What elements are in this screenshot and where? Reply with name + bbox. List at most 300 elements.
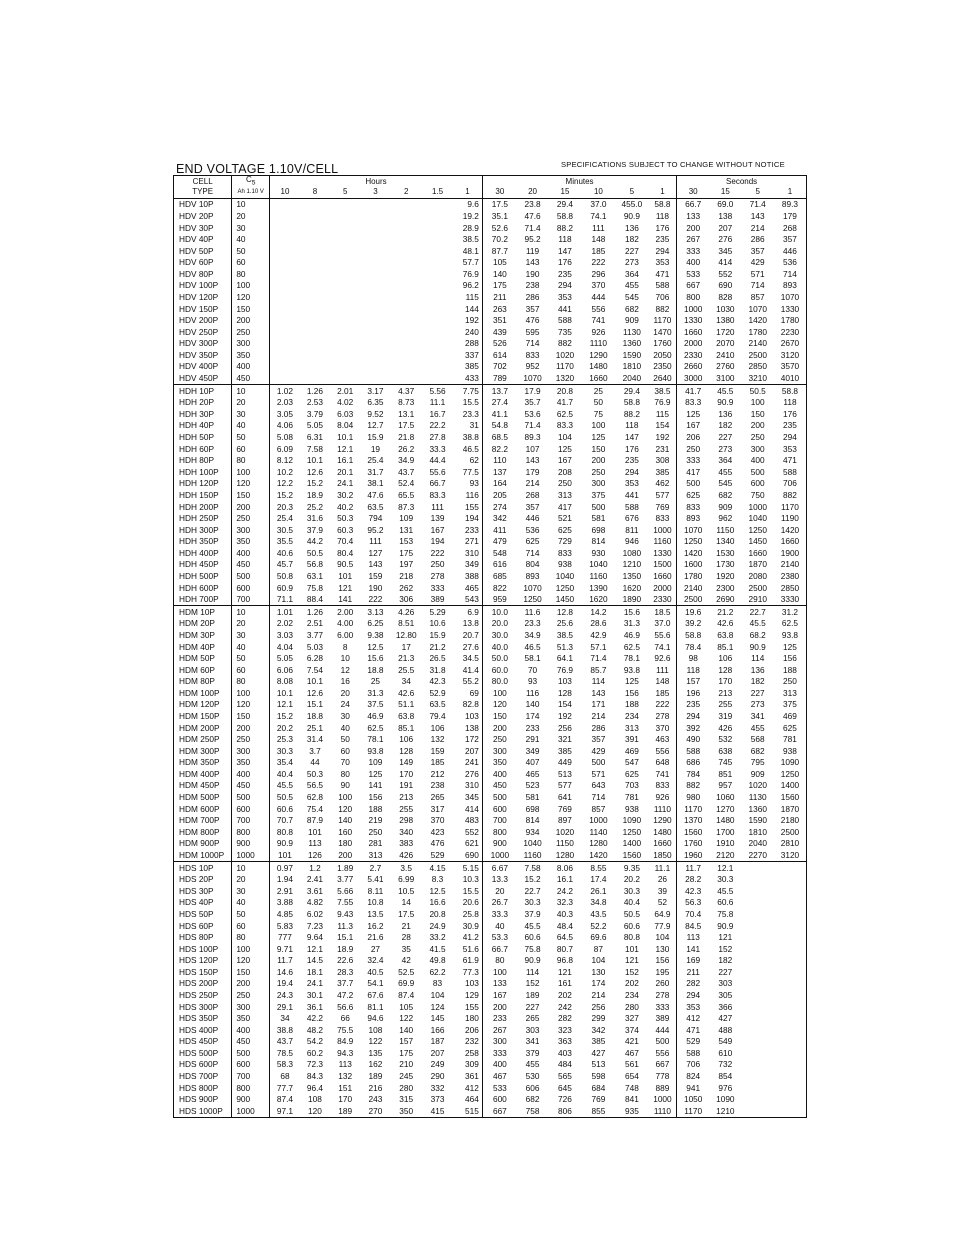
minutes-value: 29.4 bbox=[548, 198, 581, 210]
hours-value: 24 bbox=[340, 699, 350, 710]
seconds-value bbox=[742, 1024, 774, 1036]
hours-value: 6.09 bbox=[270, 443, 300, 455]
hours-value: 140 bbox=[338, 815, 353, 826]
minutes-value: 379 bbox=[525, 1047, 540, 1058]
minutes-value: 1320 bbox=[555, 373, 575, 384]
minutes-value: 60.6 bbox=[623, 920, 640, 931]
seconds-value: 83.3 bbox=[677, 397, 709, 409]
seconds-value: 1050 bbox=[677, 1094, 709, 1106]
capacity-value: 350 bbox=[232, 349, 270, 361]
capacity-value: 300 bbox=[232, 338, 270, 350]
hours-value: 6.99 bbox=[398, 874, 415, 885]
seconds-value: 2500 bbox=[748, 349, 767, 360]
seconds-value bbox=[774, 920, 807, 932]
minutes-value: 118 bbox=[558, 234, 572, 245]
minutes-value: 188 bbox=[624, 699, 639, 710]
seconds-value bbox=[774, 1001, 807, 1013]
hours-value: 207 bbox=[430, 1047, 445, 1058]
hours-value: 60.3 bbox=[337, 524, 354, 535]
minutes-value: 189 bbox=[525, 989, 540, 1000]
minutes-value: 391 bbox=[624, 734, 639, 745]
seconds-value: 227 bbox=[718, 966, 733, 977]
hours-value: 24.1 bbox=[306, 978, 324, 989]
capacity-value: 10 bbox=[232, 861, 270, 873]
minutes-value: 1210 bbox=[622, 559, 642, 570]
hours-value: 483 bbox=[465, 815, 479, 826]
minutes-value: 548 bbox=[482, 547, 517, 559]
minutes-value: 71.4 bbox=[524, 222, 541, 233]
seconds-value: 471 bbox=[677, 1024, 709, 1036]
hours-value: 28.9 bbox=[462, 222, 479, 233]
capacity-value: 300 bbox=[232, 1001, 270, 1013]
capacity-value: 1000 bbox=[232, 849, 270, 861]
capacity-value: 30 bbox=[232, 408, 270, 420]
seconds-value bbox=[774, 1070, 807, 1082]
minutes-value: 417 bbox=[558, 501, 572, 512]
hours-value: 188 bbox=[368, 803, 383, 814]
capacity-value: 400 bbox=[232, 1024, 270, 1036]
cell-type: HDS 150P bbox=[174, 966, 232, 978]
hours-value bbox=[360, 257, 390, 269]
hours-value: 17.5 bbox=[398, 420, 415, 431]
seconds-value: 429 bbox=[750, 257, 765, 268]
minutes-value: 1890 bbox=[622, 594, 642, 605]
cell-type: HDM 150P bbox=[174, 710, 232, 722]
cell-type: HDV 20P bbox=[174, 210, 232, 222]
hours-value: 125 bbox=[368, 768, 383, 779]
minutes-value: 342 bbox=[591, 1024, 606, 1035]
seconds-value: 2140 bbox=[748, 338, 767, 349]
seconds-value: 1760 bbox=[677, 838, 709, 850]
hours-value: 65.5 bbox=[398, 489, 415, 500]
table-row bbox=[174, 489, 807, 501]
table-row bbox=[174, 943, 807, 955]
hours-value: 143 bbox=[368, 559, 383, 570]
capacity-value: 10 bbox=[232, 198, 270, 210]
hours-value: 7.23 bbox=[306, 920, 324, 931]
hours-value: 31.4 bbox=[306, 734, 324, 745]
minutes-value: 147 bbox=[558, 245, 572, 256]
seconds-value: 1730 bbox=[716, 559, 735, 570]
hours-value: 310 bbox=[465, 780, 479, 791]
hours-value bbox=[330, 257, 360, 269]
hours-value bbox=[300, 268, 330, 280]
hours-value: 80.8 bbox=[270, 826, 300, 838]
hours-value: 313 bbox=[368, 849, 383, 860]
hours-value bbox=[391, 326, 422, 338]
capacity-value: 20 bbox=[232, 874, 270, 886]
seconds-value: 235 bbox=[774, 420, 807, 432]
hours-value: 414 bbox=[465, 803, 479, 814]
minutes-value: 100 bbox=[482, 687, 517, 699]
minutes-value: 385 bbox=[558, 745, 572, 756]
minutes-value: 571 bbox=[591, 768, 606, 779]
minutes-value: 556 bbox=[655, 745, 670, 756]
hours-value: 175 bbox=[399, 547, 414, 558]
hours-value bbox=[300, 222, 330, 234]
minutes-value: 294 bbox=[624, 466, 639, 477]
hours-value: 129 bbox=[465, 989, 479, 1000]
hours-value: 9.71 bbox=[270, 943, 300, 955]
table-row bbox=[174, 931, 807, 943]
minutes-value: 233 bbox=[525, 722, 540, 733]
hours-value bbox=[330, 268, 360, 280]
hours-value: 426 bbox=[399, 849, 414, 860]
minutes-value: 235 bbox=[624, 455, 639, 466]
seconds-value: 490 bbox=[677, 734, 709, 746]
seconds-value: 882 bbox=[774, 489, 807, 501]
hours-value: 20.8 bbox=[429, 908, 446, 919]
hours-value bbox=[330, 326, 360, 338]
hours-value: 88.4 bbox=[306, 594, 324, 605]
hours-value: 55.6 bbox=[429, 466, 446, 477]
minutes-value: 23.8 bbox=[517, 198, 548, 210]
minutes-value: 76.9 bbox=[556, 664, 574, 675]
cell-type: HDS 200P bbox=[174, 978, 232, 990]
seconds-value: 333 bbox=[677, 455, 709, 467]
cell-type: HDH 150P bbox=[174, 489, 232, 501]
minutes-value: 148 bbox=[655, 676, 670, 687]
hours-value bbox=[270, 280, 300, 292]
minutes-value: 1810 bbox=[622, 361, 642, 372]
hours-value: 15.5 bbox=[462, 885, 479, 896]
minutes-value: 614 bbox=[482, 349, 517, 361]
cell-type: HDV 400P bbox=[174, 361, 232, 373]
cell-type: HDS 30P bbox=[174, 885, 232, 897]
minutes-value: 349 bbox=[525, 745, 540, 756]
hours-value: 9.64 bbox=[306, 932, 324, 943]
seconds-value: 206 bbox=[677, 431, 709, 443]
minutes-value: 353 bbox=[624, 478, 639, 489]
hours-value: 16 bbox=[340, 676, 350, 687]
minutes-value: 341 bbox=[525, 1036, 540, 1047]
minutes-value: 595 bbox=[525, 326, 540, 337]
hours-value: 280 bbox=[399, 1082, 414, 1093]
minutes-value: 26 bbox=[657, 874, 668, 885]
header-row-groups bbox=[174, 176, 807, 188]
hours-value bbox=[391, 280, 422, 292]
capacity-value: 250 bbox=[232, 326, 270, 338]
hours-value: 52.4 bbox=[398, 478, 415, 489]
hours-value: 621 bbox=[465, 838, 479, 849]
minutes-value: 1660 bbox=[653, 838, 672, 849]
seconds-value: 2120 bbox=[716, 849, 735, 860]
hours-value: 255 bbox=[399, 803, 414, 814]
hour-col-header: 10 bbox=[270, 187, 300, 198]
hours-value: 96.4 bbox=[306, 1082, 324, 1093]
hours-value: 216 bbox=[368, 1082, 383, 1093]
table-row bbox=[174, 280, 807, 292]
seconds-value: 2500 bbox=[677, 594, 709, 606]
hours-value: 7.55 bbox=[337, 897, 354, 908]
seconds-value: 2300 bbox=[716, 582, 735, 593]
seconds-value: 2690 bbox=[716, 594, 735, 605]
cell-type: HDM 350P bbox=[174, 757, 232, 769]
minutes-value: 353 bbox=[655, 257, 670, 268]
hours-value: 22.2 bbox=[429, 420, 446, 431]
capacity-value: 30 bbox=[232, 222, 270, 234]
cell-type: HDH 20P bbox=[174, 397, 232, 409]
hours-value: 40.2 bbox=[337, 501, 354, 512]
seconds-value: 1420 bbox=[677, 547, 709, 559]
seconds-value: 857 bbox=[750, 292, 765, 303]
table-row bbox=[174, 303, 807, 315]
hours-value bbox=[330, 372, 360, 384]
seconds-value: 1400 bbox=[774, 780, 807, 792]
hours-value: 44.2 bbox=[306, 536, 324, 547]
hours-value: 15.2 bbox=[306, 478, 324, 489]
minutes-value: 403 bbox=[558, 1047, 572, 1058]
capacity-value: 400 bbox=[232, 547, 270, 559]
hours-value: 87.3 bbox=[398, 501, 415, 512]
seconds-value: 1070 bbox=[774, 291, 807, 303]
capacity-value: 500 bbox=[232, 1047, 270, 1059]
minutes-value: 513 bbox=[591, 1059, 606, 1070]
minutes-value: 645 bbox=[558, 1082, 572, 1093]
minutes-value: 1470 bbox=[653, 326, 672, 337]
minutes-value: 140 bbox=[525, 699, 540, 710]
table-row bbox=[174, 908, 807, 920]
hours-value: 72.3 bbox=[306, 1059, 324, 1070]
minutes-value: 300 bbox=[482, 1036, 517, 1048]
seconds-value: 455 bbox=[718, 466, 733, 477]
hours-value: 103 bbox=[465, 711, 479, 722]
minutes-value: 1400 bbox=[622, 838, 642, 849]
hours-value: 14 bbox=[401, 897, 411, 908]
minutes-value: 182 bbox=[624, 234, 639, 245]
seconds-value: 851 bbox=[718, 768, 733, 779]
minutes-value: 1590 bbox=[622, 349, 642, 360]
seconds-value: 30.3 bbox=[717, 874, 734, 885]
seconds-value bbox=[742, 1059, 774, 1071]
hours-value: 38.8 bbox=[462, 432, 479, 443]
seconds-value: 28.2 bbox=[677, 874, 709, 886]
hours-value: 17.5 bbox=[398, 908, 415, 919]
seconds-value: 938 bbox=[774, 745, 807, 757]
minutes-value: 70.2 bbox=[482, 233, 517, 245]
cell-type: HDV 350P bbox=[174, 349, 232, 361]
minutes-value: 523 bbox=[525, 780, 540, 791]
capacity-value: 80 bbox=[232, 455, 270, 467]
hours-value: 29.1 bbox=[270, 1001, 300, 1013]
hours-value: 385 bbox=[465, 361, 479, 372]
hours-value: 238 bbox=[430, 780, 445, 791]
capacity-value: 900 bbox=[232, 1094, 270, 1106]
hours-value: 111 bbox=[369, 536, 382, 547]
hours-value: 170 bbox=[338, 1094, 353, 1105]
minutes-value: 833 bbox=[525, 349, 540, 360]
minutes-value: 536 bbox=[525, 524, 540, 535]
minutes-value: 33.3 bbox=[482, 908, 517, 920]
hours-value: 5.03 bbox=[306, 641, 324, 652]
minutes-value: 300 bbox=[482, 745, 517, 757]
hours-value: 15.5 bbox=[462, 397, 479, 408]
hours-value: 465 bbox=[465, 582, 479, 593]
seconds-value: 90.9 bbox=[717, 920, 734, 931]
minute-col-header: 30 bbox=[482, 187, 517, 198]
seconds-value bbox=[742, 1094, 774, 1106]
hours-value: 6.35 bbox=[367, 397, 384, 408]
seconds-value: 305 bbox=[718, 989, 733, 1000]
minutes-value: 90.9 bbox=[524, 955, 541, 966]
minutes-value: 20.2 bbox=[623, 874, 640, 885]
minutes-value: 40 bbox=[482, 920, 517, 932]
table-row bbox=[174, 641, 807, 653]
capacity-value: 60 bbox=[232, 920, 270, 932]
hours-value: 80 bbox=[340, 768, 350, 779]
seconds-value: 610 bbox=[718, 1047, 733, 1058]
hours-value bbox=[422, 210, 453, 222]
minutes-value: 804 bbox=[525, 559, 540, 570]
cell-type: HDH 10P bbox=[174, 385, 232, 397]
hours-value: 388 bbox=[465, 570, 479, 581]
hours-value: 4.15 bbox=[422, 861, 453, 873]
seconds-value: 682 bbox=[718, 489, 733, 500]
capacity-value: 400 bbox=[232, 768, 270, 780]
minutes-value: 13.7 bbox=[482, 385, 517, 397]
hours-value bbox=[270, 326, 300, 338]
hours-value: 8.08 bbox=[270, 676, 300, 688]
seconds-value bbox=[742, 1082, 774, 1094]
minutes-value: 40.0 bbox=[482, 641, 517, 653]
hours-value: 70 bbox=[340, 757, 350, 768]
hours-value bbox=[391, 198, 422, 210]
hours-value: 794 bbox=[368, 513, 383, 524]
hours-value: 30.2 bbox=[337, 489, 354, 500]
hours-value: 25.4 bbox=[367, 455, 384, 466]
hours-value bbox=[360, 198, 390, 210]
table-row bbox=[174, 861, 807, 873]
hours-value: 26.5 bbox=[429, 653, 446, 664]
seconds-value: 400 bbox=[750, 455, 765, 466]
seconds-value: 2500 bbox=[748, 582, 767, 593]
hours-value: 31.8 bbox=[429, 664, 446, 675]
hours-value bbox=[360, 338, 390, 350]
table-row bbox=[174, 1047, 807, 1059]
minutes-value: 57.1 bbox=[590, 641, 607, 652]
minutes-value: 1620 bbox=[589, 594, 608, 605]
table-row bbox=[174, 710, 807, 722]
hours-value: 54.2 bbox=[306, 1036, 324, 1047]
minutes-value: 88.2 bbox=[556, 222, 574, 233]
minutes-value: 222 bbox=[655, 699, 670, 710]
hours-value: 240 bbox=[465, 326, 479, 337]
minutes-value: 34.8 bbox=[590, 897, 607, 908]
minutes-value: 822 bbox=[482, 582, 517, 594]
minutes-value: 577 bbox=[655, 489, 670, 500]
minutes-value: 90.9 bbox=[623, 210, 640, 221]
seconds-value: 282 bbox=[677, 978, 709, 990]
hours-value: 40.6 bbox=[270, 547, 300, 559]
minutes-value: 75 bbox=[593, 408, 604, 419]
minutes-value: 1290 bbox=[653, 815, 672, 826]
hours-value: 115 bbox=[465, 292, 479, 303]
hours-value: 54.1 bbox=[367, 978, 384, 989]
table-row bbox=[174, 1059, 807, 1071]
seconds-value: 667 bbox=[677, 280, 709, 292]
minutes-value: 778 bbox=[655, 1071, 670, 1082]
hours-value: 18.9 bbox=[337, 943, 354, 954]
seconds-value: 69.0 bbox=[709, 198, 741, 210]
minutes-value: 140 bbox=[482, 268, 517, 280]
seconds-value bbox=[742, 1105, 774, 1117]
hours-value: 35.5 bbox=[270, 536, 300, 548]
minutes-value: 654 bbox=[624, 1071, 639, 1082]
minutes-value: 35.1 bbox=[482, 210, 517, 222]
hours-value: 5.05 bbox=[306, 420, 324, 431]
hours-value: 2.02 bbox=[270, 618, 300, 630]
minutes-value: 1480 bbox=[653, 826, 672, 837]
hours-value: 25.8 bbox=[462, 908, 479, 919]
minutes-value: 22.7 bbox=[524, 885, 541, 896]
hours-value: 166 bbox=[430, 1024, 445, 1035]
cell-type: HDS 500P bbox=[174, 1047, 232, 1059]
hours-value: 94.3 bbox=[337, 1047, 354, 1058]
minutes-value: 959 bbox=[482, 594, 517, 606]
seconds-value: 62.5 bbox=[774, 618, 807, 630]
capacity-value: 1000 bbox=[232, 1105, 270, 1117]
table-row bbox=[174, 233, 807, 245]
minutes-value: 1170 bbox=[556, 361, 574, 372]
minutes-value: 80 bbox=[482, 955, 517, 967]
minutes-value: 278 bbox=[655, 711, 670, 722]
table-body bbox=[174, 198, 807, 1117]
seconds-value: 3000 bbox=[677, 372, 709, 384]
minutes-value: 15.6 bbox=[615, 606, 648, 618]
hours-value: 464 bbox=[465, 1094, 479, 1105]
minutes-value: 100 bbox=[591, 420, 606, 431]
capacity-value: 200 bbox=[232, 315, 270, 327]
hours-value: 87.9 bbox=[306, 815, 324, 826]
table-row bbox=[174, 338, 807, 350]
seconds-value: 1780 bbox=[774, 315, 807, 327]
seconds-value: 118 bbox=[774, 397, 807, 409]
minutes-value: 46.5 bbox=[524, 641, 541, 652]
capacity-value: 450 bbox=[232, 559, 270, 571]
minutes-value: 27.4 bbox=[482, 397, 517, 409]
capacity-value: 200 bbox=[232, 978, 270, 990]
hours-value: 46.9 bbox=[367, 711, 384, 722]
hours-value bbox=[360, 210, 390, 222]
seconds-value: 455 bbox=[750, 722, 765, 733]
minutes-value: 500 bbox=[591, 501, 606, 512]
hours-value bbox=[360, 280, 390, 292]
hours-value: 82.8 bbox=[462, 699, 479, 710]
hours-value: 42 bbox=[401, 955, 411, 966]
minutes-value: 439 bbox=[482, 326, 517, 338]
seconds-value: 795 bbox=[750, 757, 765, 768]
seconds-value: 549 bbox=[718, 1036, 733, 1047]
hours-value bbox=[270, 315, 300, 327]
minutes-value: 706 bbox=[655, 292, 670, 303]
table-row bbox=[174, 1094, 807, 1106]
capacity-value: 250 bbox=[232, 512, 270, 524]
minutes-value: 889 bbox=[655, 1082, 670, 1093]
cell-type: HDV 30P bbox=[174, 222, 232, 234]
hours-value: 156 bbox=[368, 792, 383, 803]
cell-type: HDS 40P bbox=[174, 897, 232, 909]
minutes-value: 455 bbox=[525, 1059, 540, 1070]
minutes-value: 150 bbox=[482, 710, 517, 722]
minutes-value: 2330 bbox=[653, 594, 672, 605]
table-row bbox=[174, 547, 807, 559]
hours-value: 281 bbox=[368, 838, 383, 849]
hours-value: 47.2 bbox=[337, 989, 354, 1000]
hours-value: 9.6 bbox=[453, 198, 482, 210]
hours-value: 389 bbox=[430, 594, 445, 605]
minutes-value: 133 bbox=[482, 978, 517, 990]
hours-value: 30.1 bbox=[306, 989, 324, 1000]
